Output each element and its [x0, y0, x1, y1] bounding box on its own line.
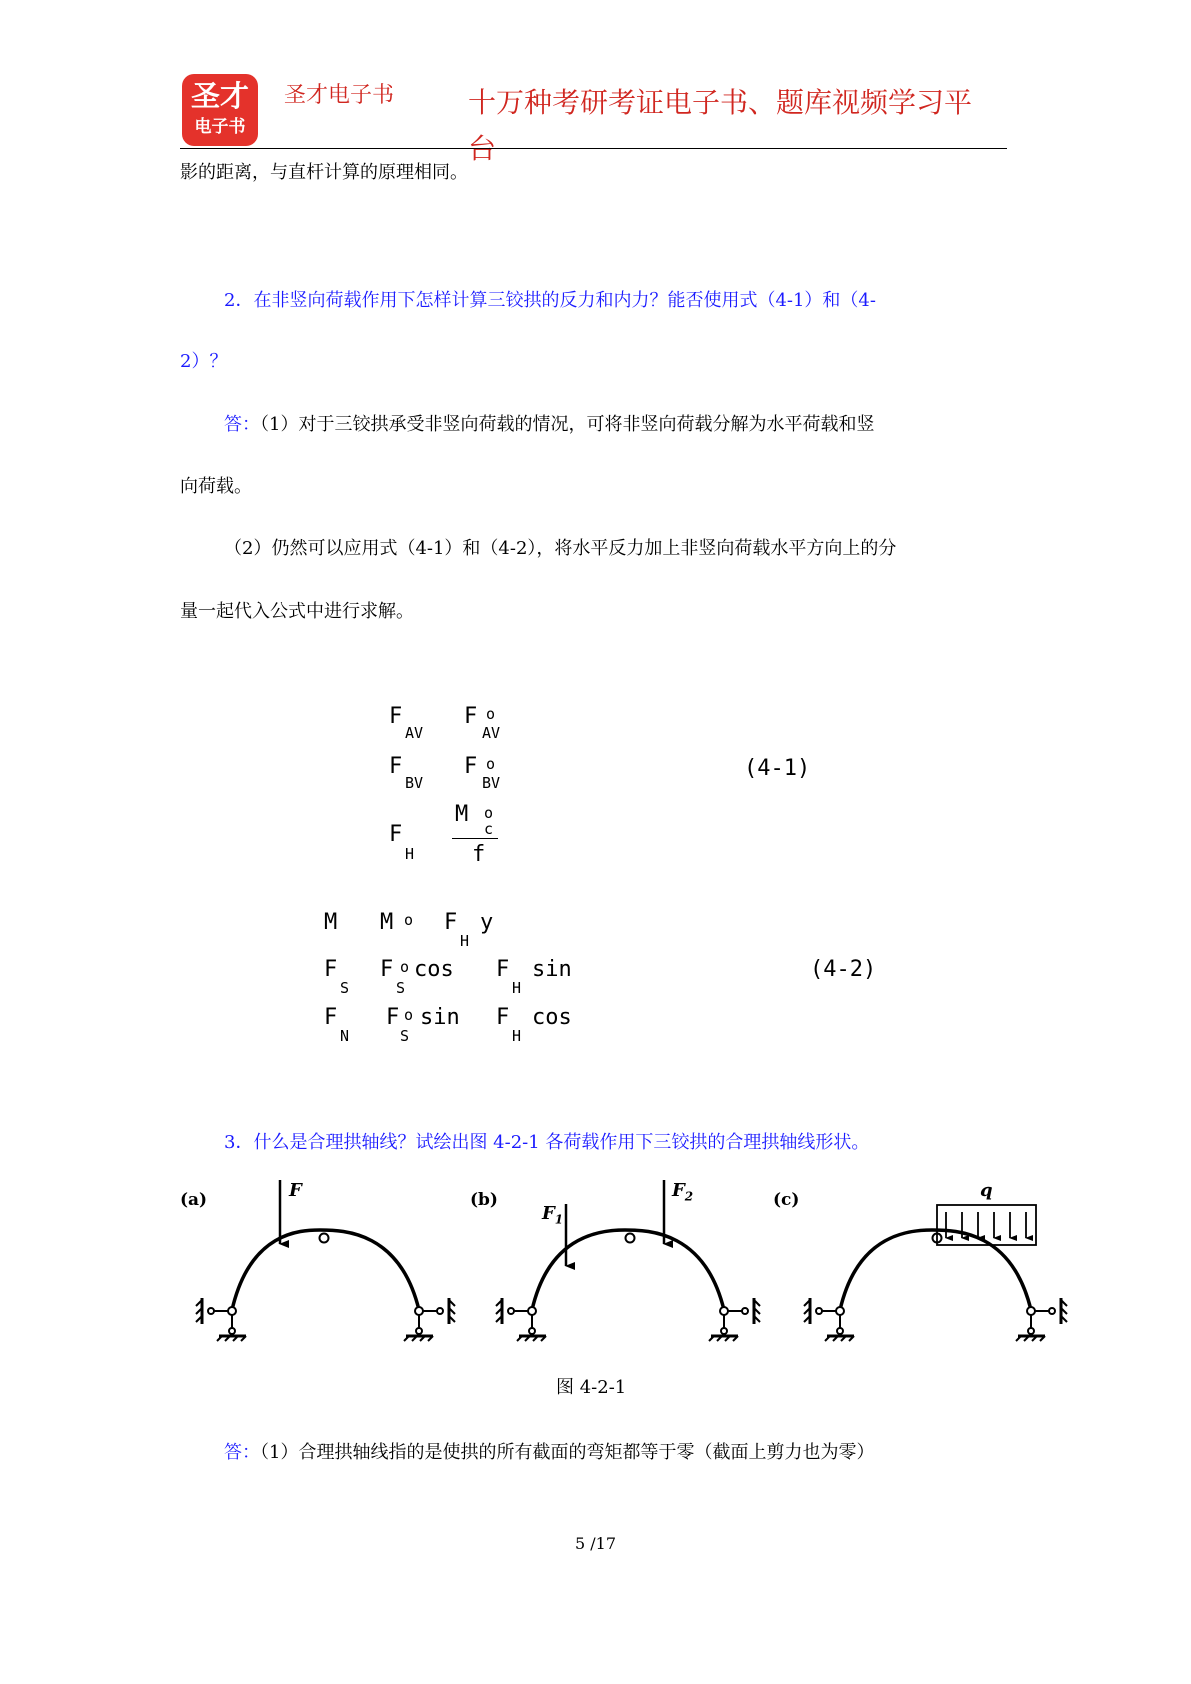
formula-symbol: cos	[532, 1005, 572, 1030]
answer-2-item2-line2: 量一起代入公式中进行求解。	[180, 601, 414, 622]
formula-symbol: M	[380, 910, 394, 935]
formula-superscript: o	[404, 1006, 414, 1024]
answer-label: 答：	[224, 1442, 260, 1463]
formula-symbol: F	[386, 1005, 400, 1030]
support-left-a	[196, 1298, 246, 1341]
formula-superscript: o	[484, 804, 494, 822]
formula-subscript: BV	[405, 774, 424, 792]
logo-text-line2: 电子书	[194, 117, 246, 137]
formula-symbol: F	[389, 822, 403, 847]
formula-subscript: c	[484, 820, 494, 838]
crown-hinge-b	[626, 1234, 635, 1243]
formula-symbol: F	[380, 957, 394, 982]
support-left-c	[804, 1298, 854, 1341]
formula-symbol: F	[324, 957, 338, 982]
load-label-q: q	[980, 1180, 993, 1201]
formula-symbol: F	[389, 704, 403, 729]
panel-label-b: (b)	[470, 1190, 498, 1210]
formula-subscript: H	[512, 979, 522, 997]
formula-symbol: sin	[532, 957, 572, 982]
formula-symbol: F	[464, 754, 478, 779]
answer-2-item1-line2: 向荷载。	[180, 476, 252, 497]
formula-subscript: BV	[482, 774, 501, 792]
load-label-f2-symbol: F	[672, 1180, 685, 1201]
load-label-f: F	[289, 1180, 302, 1201]
equation-tag: (4-2)	[810, 957, 877, 982]
page-number: 5 /17	[575, 1534, 617, 1553]
formula-symbol: F	[464, 704, 478, 729]
brand-name: 圣才电子书	[284, 83, 395, 108]
equation-tag: (4-1)	[744, 756, 811, 781]
formula-symbol: F	[389, 754, 403, 779]
formula-numerator: M	[455, 802, 469, 827]
support-right-c	[1016, 1298, 1067, 1341]
distributed-load-q	[937, 1205, 1036, 1245]
formula-symbol: M	[324, 910, 338, 935]
answer-3-item1-text: （1）合理拱轴线指的是使拱的所有截面的弯矩都等于零（截面上剪力也为零）	[260, 1442, 875, 1463]
formula-subscript: S	[340, 979, 350, 997]
formula-subscript: H	[512, 1027, 522, 1045]
answer-3-item1	[224, 1440, 874, 1466]
figure-caption: 图 4-2-1	[556, 1377, 627, 1398]
formula-superscript: o	[404, 911, 414, 929]
formula-denominator: f	[472, 842, 486, 867]
answer-label: 答：	[224, 414, 260, 435]
header-slogan: 十万种考研考证电子书、题库视频学习平台	[468, 86, 973, 165]
load-label-f1-subscript: 1	[554, 1212, 564, 1227]
formula-subscript: AV	[405, 724, 424, 742]
answer-2-item1-text: （1）对于三铰拱承受非竖向荷载的情况，可将非竖向荷载分解为水平荷载和竖	[260, 414, 875, 435]
question-2-line2: 2）？	[180, 351, 228, 372]
question-3: 3．什么是合理拱轴线？试绘出图 4-2-1 各荷载作用下三铰拱的合理拱轴线形状。	[224, 1132, 870, 1153]
formula-superscript: o	[486, 755, 496, 773]
formula-symbol: F	[496, 957, 510, 982]
load-label-f2-subscript: 2	[684, 1189, 694, 1204]
formula-subscript: H	[460, 932, 470, 950]
support-right-a	[404, 1298, 455, 1341]
load-label-f1-symbol: F	[542, 1203, 555, 1224]
formula-subscript: N	[340, 1027, 350, 1045]
intro-paragraph: 影的距离，与直杆计算的原理相同。	[180, 162, 468, 183]
answer-2-item2-line1: （2）仍然可以应用式（4-1）和（4-2），将水平反力加上非竖向荷载水平方向上的分	[224, 538, 897, 559]
panel-label-a: (a)	[180, 1190, 208, 1210]
formula-symbol: cos	[414, 957, 454, 982]
formula-superscript: o	[400, 958, 410, 976]
formula-symbol: F	[496, 1005, 510, 1030]
support-left-b	[496, 1298, 546, 1341]
logo-text-line1: 圣才	[190, 79, 249, 113]
formula-subscript: H	[405, 845, 415, 863]
formula-subscript: S	[396, 979, 406, 997]
formula-symbol: F	[444, 910, 458, 935]
formula-symbol: F	[324, 1005, 338, 1030]
formula-symbol: y	[480, 910, 494, 935]
formula-superscript: o	[486, 705, 496, 723]
formula-subscript: S	[400, 1027, 410, 1045]
question-2-line1: 2．在非竖向荷载作用下怎样计算三铰拱的反力和内力？能否使用式（4-1）和（4-	[224, 290, 876, 311]
support-right-b	[709, 1298, 760, 1341]
crown-hinge-a	[320, 1234, 329, 1243]
panel-label-c: (c)	[773, 1190, 800, 1210]
formula-subscript: AV	[482, 724, 501, 742]
formula-symbol: sin	[420, 1005, 460, 1030]
